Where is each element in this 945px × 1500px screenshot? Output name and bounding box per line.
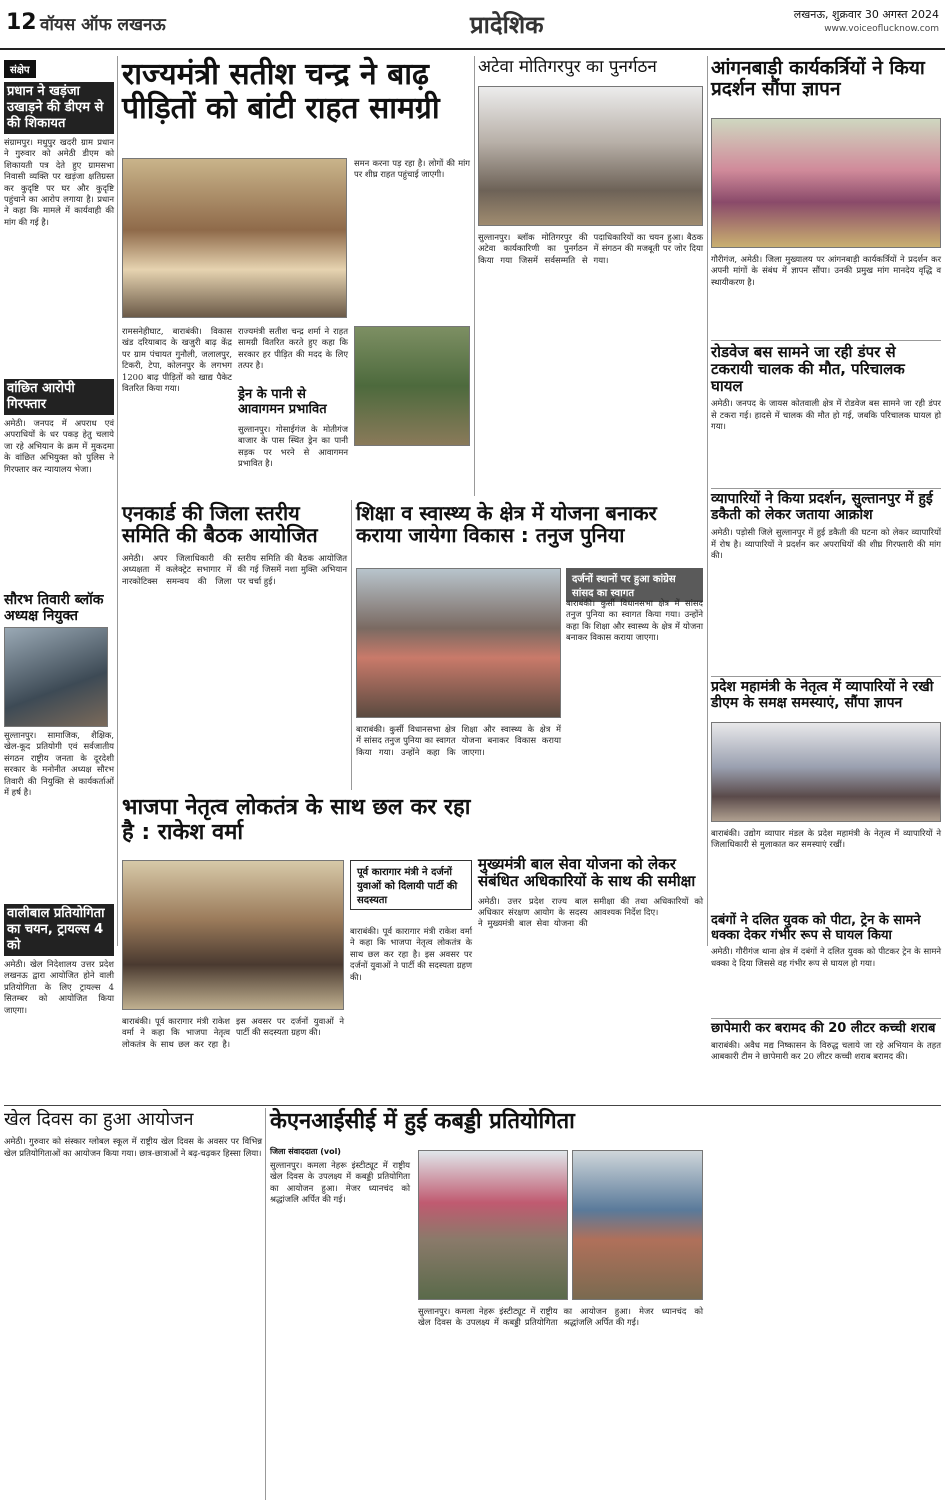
headline: अटेवा मोतिगरपुर का पुनर्गठन: [478, 57, 657, 77]
section-rule: [711, 340, 941, 341]
headline: रोडवेज बस सामने जा रही डंपर से टकरायी चालक की मौत, परिचालक घायल: [711, 343, 905, 395]
article-traders: [711, 492, 941, 672]
article-body: सुल्तानपुर। कमला नेहरू इंस्टीट्यूट में राष्ट्रीय खेल दिवस के उपलक्ष्य में कबड्डी प्रतियोगिता का आयोजन हुआ। मेजर ध्यानचंद को श्रद्धांजलि अर्पित की गई।: [270, 1160, 410, 1205]
article-sports-day: [4, 1110, 262, 1500]
section-title: प्रादेशिक: [470, 11, 544, 39]
traders-photo: [711, 722, 941, 822]
article-body: सुल्तानपुर। गोसाईगंज के मोतीगंज बाजार के पास स्थित ड्रेन का पानी सड़क पर भरने से आवागमन प्रभावित है।: [238, 424, 348, 469]
article-roadways: [711, 344, 941, 484]
article-balseva: [478, 856, 703, 1101]
group-photo: [478, 86, 703, 226]
article-kabaddi: [270, 1110, 703, 1500]
headline: दबंगों ने दलित युवक को पीटा, ट्रेन के सामने धक्का देकर गंभीर रूप से घायल किया: [711, 913, 921, 943]
membership-photo: [122, 860, 344, 1010]
paper-name: वॉयस ऑफ लखनऊ: [40, 15, 166, 35]
article-body: सुल्तानपुर। कमला नेहरू इंस्टीट्यूट में राष्ट्रीय खेल दिवस के उपलक्ष्य में कबड्डी प्रतियोगिता का आयोजन हुआ। मेजर ध्यानचंद को श्रद्धांजलि अर्पित की गई।: [418, 1306, 703, 1328]
masthead: [0, 0, 945, 50]
section-rule: [711, 1018, 941, 1019]
article-body: बाराबंकी। कुर्सी विधानसभा क्षेत्र में सांसद तनुज पुनिया का स्वागत किया गया। उन्होंने कहा कि शिक्षा और स्वास्थ्य के क्षेत्र में योजना बनाकर विकास कराया जाएगा।: [566, 598, 703, 643]
brief-body: अमेठी। खेल निदेशालय उत्तर प्रदेश लखनऊ द्वारा आयोजित होने वाली प्रतियोगिता के लिए ट्रायल्स 4 सितम्बर को आयोजित किया जाएगा।: [4, 959, 114, 1015]
article-body: सुल्तानपुर। ब्लॉक मोतिगरपुर की अटेवा कार्यकारिणी का पुनर्गठन किया गया जिसमें सर्वसम्मति से पदाधिकारियों का चयन हुआ। बैठक में संगठन की मजबूती पर जोर दिया गया।: [478, 232, 703, 265]
headline: व्यापारियों ने किया प्रदर्शन, सुल्तानपुर में हुई डकैती को लेकर जताया आक्रोश: [711, 491, 933, 523]
brief-sidebar: [4, 58, 114, 1015]
column-rule: [265, 1108, 266, 1500]
section-rule: [711, 488, 941, 489]
headline: आंगनबाड़ी कार्यकर्त्रियों ने किया प्रदर्शन सौंपा ज्ञापन: [711, 57, 925, 101]
article-body: बाराबंकी। उद्योग व्यापार मंडल के प्रदेश महामंत्री के नेतृत्व में व्यापारियों ने जिलाधिकारी से मुलाकात कर समस्याएं रखीं।: [711, 828, 941, 850]
column-rule: [707, 56, 708, 946]
brief-headline: वालीबाल प्रतियोगिता का चयन, ट्रायल्स 4 को: [4, 904, 114, 956]
dateline: [794, 8, 939, 36]
article-body: अमेठी। जनपद के जायस कोतवाली क्षेत्र में रोडवेज बस सामने जा रही डंपर से टकरा गई। हादसे में चालक की मौत हो गई, जबकि परिचालक घायल हो गया।: [711, 398, 941, 432]
brief-body: सुल्तानपुर। सामाजिक, शैक्षिक, खेल-कूद प्रतियोगी एवं सर्वजातीय संगठन राष्ट्रीय जनता के दूरदेशी सरकार के मनोनीत अध्यक्ष सौरभ तिवारी की नियुक्ति से कार्यकर्ताओं में हर्ष है।: [4, 730, 114, 798]
article-body: गौरीगंज, अमेठी। जिला मुख्यालय पर आंगनबाड़ी कार्यकर्त्रियों ने प्रदर्शन कर अपनी मांगों के संबंध में ज्ञापन सौंपा। उनकी प्रमुख मांग मानदेय वृद्धि व स्थायीकरण है।: [711, 254, 941, 287]
article-mahamantri: [711, 680, 941, 910]
website: www.voiceoflucknow.com: [824, 24, 939, 34]
headline: प्रदेश महामंत्री के नेतृत्व में व्यापारियों ने रखी डीएम के समक्ष समस्याएं, सौंपा ज्ञापन: [711, 679, 934, 711]
kabaddi-photo-2: [572, 1150, 703, 1300]
headline: मुख्यमंत्री बाल सेवा योजना को लेकर संबंधित अधिकारियों के साथ की समीक्षा: [478, 855, 696, 890]
date: लखनऊ, शुक्रवार 30 अगस्त 2024: [793, 8, 939, 21]
brief-tag: संक्षेप: [4, 60, 36, 78]
article-body: अमेठी। गौरीगंज थाना क्षेत्र में दबंगों ने दलित युवक को पीटकर ट्रेन के सामने धक्का दे दिया जिससे वह गंभीर रूप से घायल हो गया।: [711, 946, 941, 968]
article-body: बाराबंकी। पूर्व कारागार मंत्री राकेश वर्मा ने कहा कि भाजपा नेतृत्व लोकतंत्र के साथ छल कर रहा है। इस अवसर पर दर्जनों युवाओं ने पार्टी की सदस्यता ग्रहण की।: [122, 1016, 344, 1049]
headline: एनकार्ड की जिला स्तरीय समिति की बैठक आयोजित: [122, 501, 318, 548]
article-body: अमेठी। गुरुवार को संस्कार ग्लोबल स्कूल में राष्ट्रीय खेल दिवस के अवसर पर विभिन्न खेल प्रतियोगिताओं का आयोजन किया गया। छात्र-छात्राओं ने बढ़-चढ़कर हिस्सा लिया।: [4, 1136, 262, 1158]
article-samiti: [122, 502, 347, 792]
protest-photo: [711, 118, 941, 248]
page-number: 12: [6, 10, 37, 35]
headline: छापेमारी कर बरामद की 20 लीटर कच्ची शराब: [711, 1021, 936, 1036]
article-liquor: [711, 1022, 941, 1500]
article-body: रामसनेहीघाट, बाराबंकी। विकास खंड दरियाबाद के खजुरी बाढ़ केंद्र पर ग्राम पंचायत गुनौली, जलालपुर, टिकरी, टेपा, कोलनपुर के लगभग 1200 बाढ़ पीड़ितों को खाद्य पैकेट वितरित किया गया।: [122, 326, 232, 394]
headline: भाजपा नेतृत्व लोकतंत्र के साथ छल कर रहा है : राकेश वर्मा: [122, 795, 471, 845]
article-body: अमेठी। अपर जिलाधिकारी की अध्यक्षता में कलेक्ट्रेट सभागार में नारकोटिक्स समन्वय की जिला स्तरीय समिति की बैठक आयोजित की गई जिसमें नशा मुक्ति अभियान पर चर्चा हुई।: [122, 552, 347, 586]
article-anganwadi: [711, 58, 941, 338]
article-body: बाराबंकी। कुर्सी विधानसभा क्षेत्र में सांसद तनुज पुनिया का स्वागत किया गया। उन्होंने कहा कि शिक्षा और स्वास्थ्य के क्षेत्र में योजना बनाकर विकास कराया जाएगा।: [356, 724, 561, 757]
rally-photo: [356, 568, 561, 718]
subhead-badge: दर्जनों स्थानों पर हुआ कांग्रेस सांसद का स्वागत: [566, 568, 703, 602]
column-rule: [351, 500, 352, 790]
article-body: समन करना पड़ रहा है। लोगों की मांग पर शीघ्र राहत पहुंचाई जाएगी।: [354, 158, 470, 180]
article-bjp: [122, 796, 472, 1101]
article-body: अमेठी। पड़ोसी जिले सुल्तानपुर में हुई डकैती की घटना को लेकर व्यापारियों में रोष है। व्यापारियों ने प्रदर्शन कर अपराधियों की शीघ्र गिरफ्तारी की मांग की।: [711, 527, 941, 561]
article-body: अमेठी। उत्तर प्रदेश राज्य बाल अधिकार संरक्षण आयोग के सदस्य ने मुख्यमंत्री बाल सेवा योजना की समीक्षा की तथा अधिकारियों को आवश्यक निर्देश दिए।: [478, 895, 703, 929]
brief-body: संग्रामपुर। मधुपुर खदरी ग्राम प्रधान ने गुरुवार को अमेठी डीएम को शिकायती पत्र देते हुए ग्रामसभा निवासी व्यक्ति पर खड़ंजा क्षतिग्रस्त कर कुदृष्टि पर घर और कुदृष्टि पहुंचाने का आरोप लगाया है। प्रधान ने कहा कि मामले में कार्यवाही की मांग की गई है।: [4, 137, 114, 227]
portrait-photo: [4, 627, 108, 727]
article-atwa: [478, 58, 703, 498]
brief-body: अमेठी। जनपद में अपराध एवं अपराधियों के धर पकड़ हेतु चलाये जा रहे अभियान के क्रम में मुकदमा के वांछित अभियुक्त को पुलिस ने गिरफ्तार कर न्यायालय भेजा।: [4, 418, 114, 474]
section-rule: [711, 676, 941, 677]
flood-photo: [354, 326, 470, 446]
brief-headline: वांछित आरोपी गिरफ्तार: [4, 379, 114, 415]
brief-headline: प्रधान ने खड़ंजा उखाड़ने की डीएम से की शिकायत: [4, 82, 114, 134]
article-relief: [122, 58, 470, 498]
headline: खेल दिवस का हुआ आयोजन: [4, 1109, 194, 1130]
column-rule: [474, 56, 475, 496]
article-dalit: [711, 914, 941, 1014]
article-body: बाराबंकी। अवैध मद्य निष्कासन के विरुद्ध चलाये जा रहे अभियान के तहत आबकारी टीम ने छापेमारी कर 20 लीटर कच्ची शराब बरामद की।: [711, 1039, 941, 1061]
article-body: राज्यमंत्री सतीश चन्द्र शर्मा ने राहत सामग्री वितरित करते हुए कहा कि सरकार हर पीड़ित की मदद के लिए तत्पर है।: [238, 326, 348, 371]
relief-photo: [122, 158, 347, 318]
brief-headline: सौरभ तिवारी ब्लॉक अध्यक्ष नियुक्त: [4, 592, 104, 624]
subhead: ड्रेन के पानी से आवागमन प्रभावित: [238, 387, 327, 417]
subhead-box: पूर्व कारागार मंत्री ने दर्जनों युवाओं को दिलायी पार्टी की सदस्यता: [350, 860, 472, 910]
column-rule: [117, 56, 118, 946]
headline: राज्यमंत्री सतीश चन्द्र ने बाढ़ पीड़ितों को बांटी राहत सामग्री: [122, 57, 440, 126]
article-body: बाराबंकी। पूर्व कारागार मंत्री राकेश वर्मा ने कहा कि भाजपा नेतृत्व लोकतंत्र के साथ छल कर रहा है। इस अवसर पर दर्जनों युवाओं ने पार्टी की सदस्यता ग्रहण की।: [350, 926, 472, 982]
headline: शिक्षा व स्वास्थ्य के क्षेत्र में योजना बनाकर कराया जायेगा विकास : तनुज पुनिया: [356, 501, 657, 548]
headline: केएनआईसीई में हुई कबड्डी प्रतियोगिता: [270, 1109, 575, 1134]
byline: जिला संवाददाता (vol): [270, 1147, 341, 1156]
kabaddi-photo-1: [418, 1150, 568, 1300]
